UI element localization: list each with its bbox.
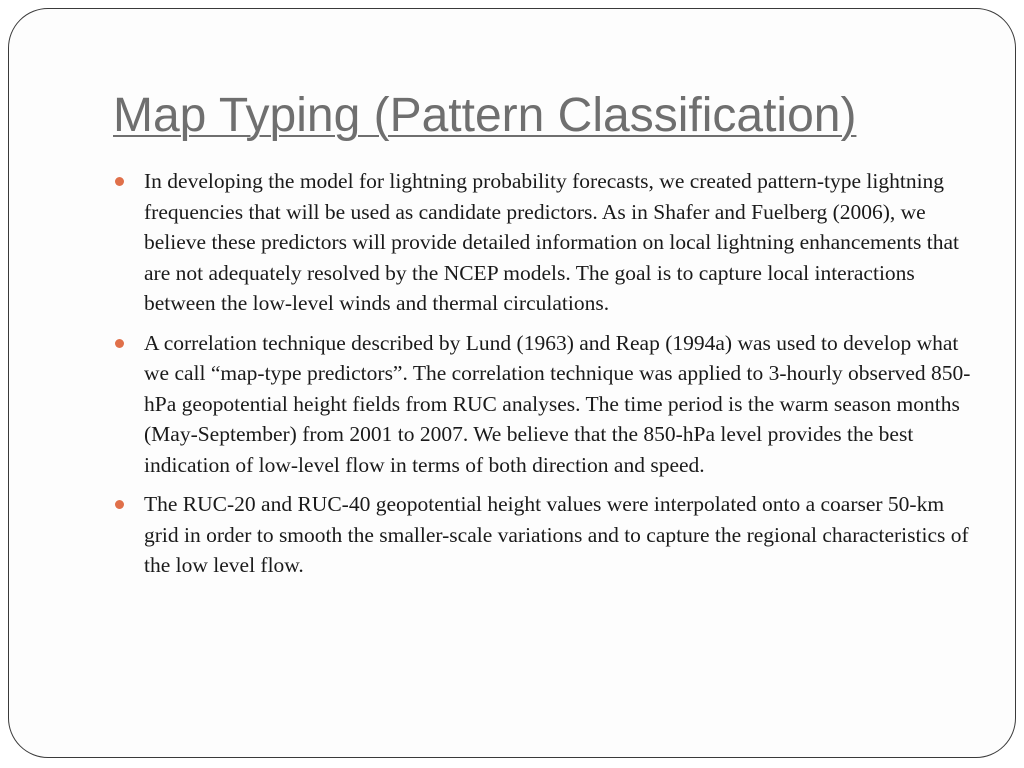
bullet-dot-icon xyxy=(115,177,124,186)
bullet-item xyxy=(113,489,973,581)
bullet-text: The RUC-20 and RUC-40 geopotential height values were interpolated onto a coarser 50-km grid in order to smooth the smaller-scale variations and to capture the regional characteristics of the low level flow. xyxy=(144,492,969,577)
slide-title: Map Typing (Pattern Classification) xyxy=(113,89,857,142)
bullet-text: A correlation technique described by Lund (1963) and Reap (1994a) was used to develop what we call “map-type predictors”. The correlation technique was applied to 3-hourly observed 850-hPa geopotential height fields from RUC analyses. The time period is the warm season months (May-September) from 2001 to 2007. We believe that the 850-hPa level provides the best indication of low-level flow in terms of both direction and speed. xyxy=(144,330,971,477)
bullet-item xyxy=(113,166,973,319)
bullet-dot-icon xyxy=(115,339,124,348)
bullet-text: In developing the model for lightning probability forecasts, we created pattern-type lightning frequencies that will be used as candidate predictors. As in Shafer and Fuelberg (2006), we believe these predictors will provide detailed information on local lightning enhancements that are not adequately resolved by the NCEP models. The goal is to capture local interactions between the low-level winds and thermal circulations. xyxy=(144,169,959,315)
bullet-item xyxy=(113,328,973,481)
bullet-dot-icon xyxy=(115,500,124,509)
bullet-list xyxy=(113,166,973,590)
